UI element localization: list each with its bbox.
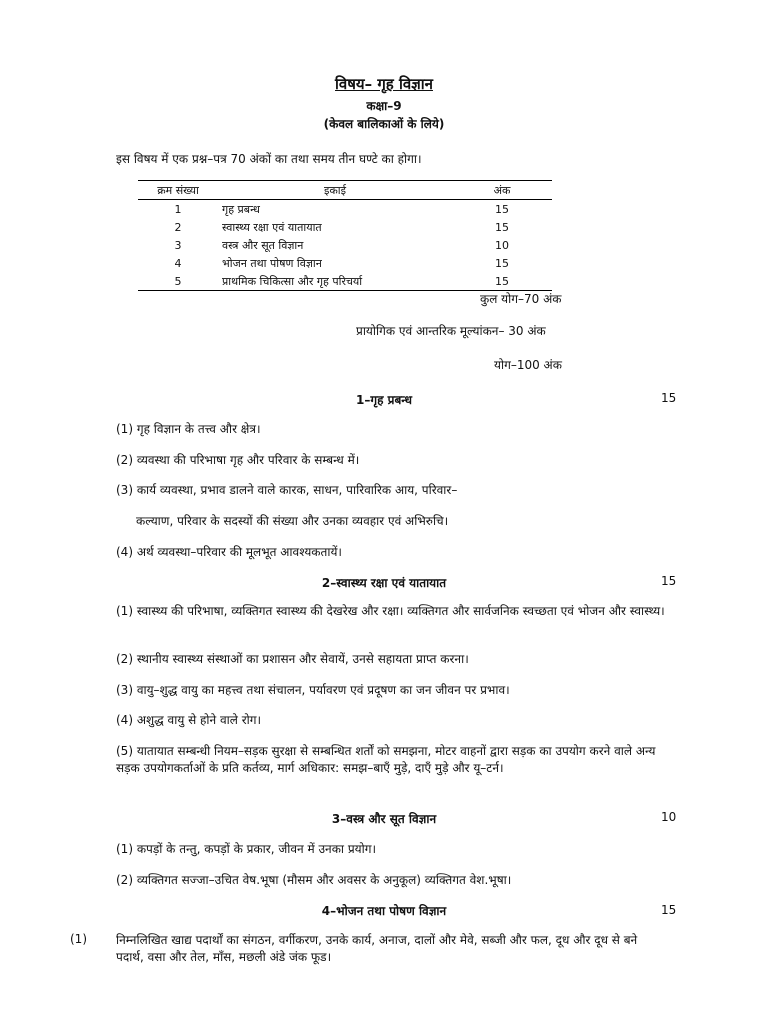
- section-title: 4–भोजन तथा पोषण विज्ञान: [321, 904, 447, 918]
- grand-total: योग–100 अंक: [494, 358, 562, 372]
- row-serial: 1: [174, 202, 182, 216]
- row-unit: वस्त्र और सूत विज्ञान: [222, 238, 304, 252]
- units-table: [138, 180, 552, 291]
- list-item-number: (1): [70, 932, 87, 946]
- header-marks: अंक: [452, 181, 552, 200]
- exam-intro: इस विषय में एक प्रश्न–पत्र 70 अंकों का तथा समय तीन घण्टे का होगा।: [116, 152, 422, 166]
- table-row: [138, 200, 552, 219]
- page-title: विषय– गृह विज्ञान: [335, 75, 433, 93]
- row-serial: 3: [174, 238, 182, 252]
- table-row: [138, 236, 552, 254]
- table-row: [138, 272, 552, 291]
- row-unit: भोजन तथा पोषण विज्ञान: [222, 256, 322, 270]
- row-unit: स्वास्थ्य रक्षा एवं यातायात: [222, 220, 322, 234]
- section-title: 1–गृह प्रबन्ध: [355, 393, 413, 407]
- table-row: [138, 254, 552, 272]
- total-marks: कुल योग–70 अंक: [480, 292, 562, 306]
- row-serial: 4: [174, 256, 182, 270]
- section-title: 2–स्वास्थ्य रक्षा एवं यातायात: [321, 576, 447, 590]
- table-header-row: [138, 181, 552, 200]
- row-marks: 15: [495, 256, 509, 270]
- list-item: (1) गृह विज्ञान के तत्त्व और क्षेत्र।: [116, 422, 261, 436]
- table-row: [138, 218, 552, 236]
- row-serial: 5: [138, 272, 218, 291]
- row-unit: प्राथमिक चिकित्सा और गृह परिचर्या: [218, 272, 452, 291]
- list-item: (4) अर्थ व्यवस्था–परिवार की मूलभूत आवश्यकतायें।: [116, 545, 342, 559]
- list-item: (3) कार्य व्यवस्था, प्रभाव डालने वाले कारक, साधन, पारिवारिक आय, परिवार–: [116, 483, 458, 497]
- section-marks: 15: [661, 903, 677, 917]
- list-item: (2) व्यक्तिगत सज्जा–उचित वेष.भूषा (मौसम और अवसर के अनुकूल) व्यक्तिगत वेश.भूषा।: [116, 873, 512, 887]
- list-item: (1) स्वास्थ्य की परिभाषा, व्यक्तिगत स्वास्थ्य की देखरेख और रक्षा। व्यक्तिगत और सार्वजनिक स्वच्छता एवं भोजन और स्वास्थ्य।: [116, 604, 665, 618]
- section-marks: 10: [661, 810, 677, 824]
- girls-only-note: (केवल बालिकाओं के लिये): [323, 117, 445, 131]
- row-serial: 2: [174, 220, 182, 234]
- row-marks: 15: [495, 202, 509, 216]
- header-serial: क्रम संख्या: [138, 181, 218, 200]
- row-marks: 10: [495, 238, 509, 252]
- list-item: कल्याण, परिवार के सदस्यों की संख्या और उनका व्यवहार एवं अभिरुचि।: [136, 514, 449, 528]
- practical-marks: प्रायोगिक एवं आन्तरिक मूल्यांकन– 30 अंक: [356, 324, 546, 338]
- class-label: कक्षा–9: [366, 99, 402, 113]
- list-item: (1) कपड़ों के तन्तु, कपड़ों के प्रकार, जीवन में उनका प्रयोग।: [116, 842, 377, 856]
- list-item: (5) यातायात सम्बन्धी नियम–सड़क सुरक्षा से सम्बन्धित शर्तों को समझना, मोटर वाहनों द्वारा सड़क का उपयोग करने वाले अन्य सड़क उपयोगकर्ताओं के प्रति कर्तव्य, मार्ग अधिकार: समझ–बाएँ मुड़े, दाएँ मुड़े और यू–टर्न।: [116, 744, 656, 775]
- list-item: (2) व्यवस्था की परिभाषा गृह और परिवार के सम्बन्ध में।: [116, 453, 360, 467]
- section-marks: 15: [661, 391, 677, 405]
- section-marks: 15: [661, 574, 677, 588]
- row-marks: 15: [495, 220, 509, 234]
- row-unit: गृह प्रबन्ध: [222, 202, 260, 216]
- row-marks: 15: [452, 272, 552, 291]
- list-item: (4) अशुद्ध वायु से होने वाले रोग।: [116, 713, 262, 727]
- section-title: 3–वस्त्र और सूत विज्ञान: [331, 812, 437, 826]
- list-item: (3) वायु–शुद्ध वायु का महत्त्व तथा संचालन, पर्यावरण एवं प्रदूषण का जन जीवन पर प्रभाव।: [116, 683, 510, 697]
- list-item: (2) स्थानीय स्वास्थ्य संस्थाओं का प्रशासन और सेवायें, उनसे सहायता प्राप्त करना।: [116, 652, 469, 666]
- list-item: निम्नलिखित खाद्य पदार्थों का संगठन, वर्गीकरण, उनके कार्य, अनाज, दालों और मेवे, सब्जी और फल, दूध और दूध से बने पदार्थ, वसा और तेल, माँस, मछली अंडे जंक फूड।: [116, 933, 638, 964]
- header-unit: इकाई: [218, 181, 452, 200]
